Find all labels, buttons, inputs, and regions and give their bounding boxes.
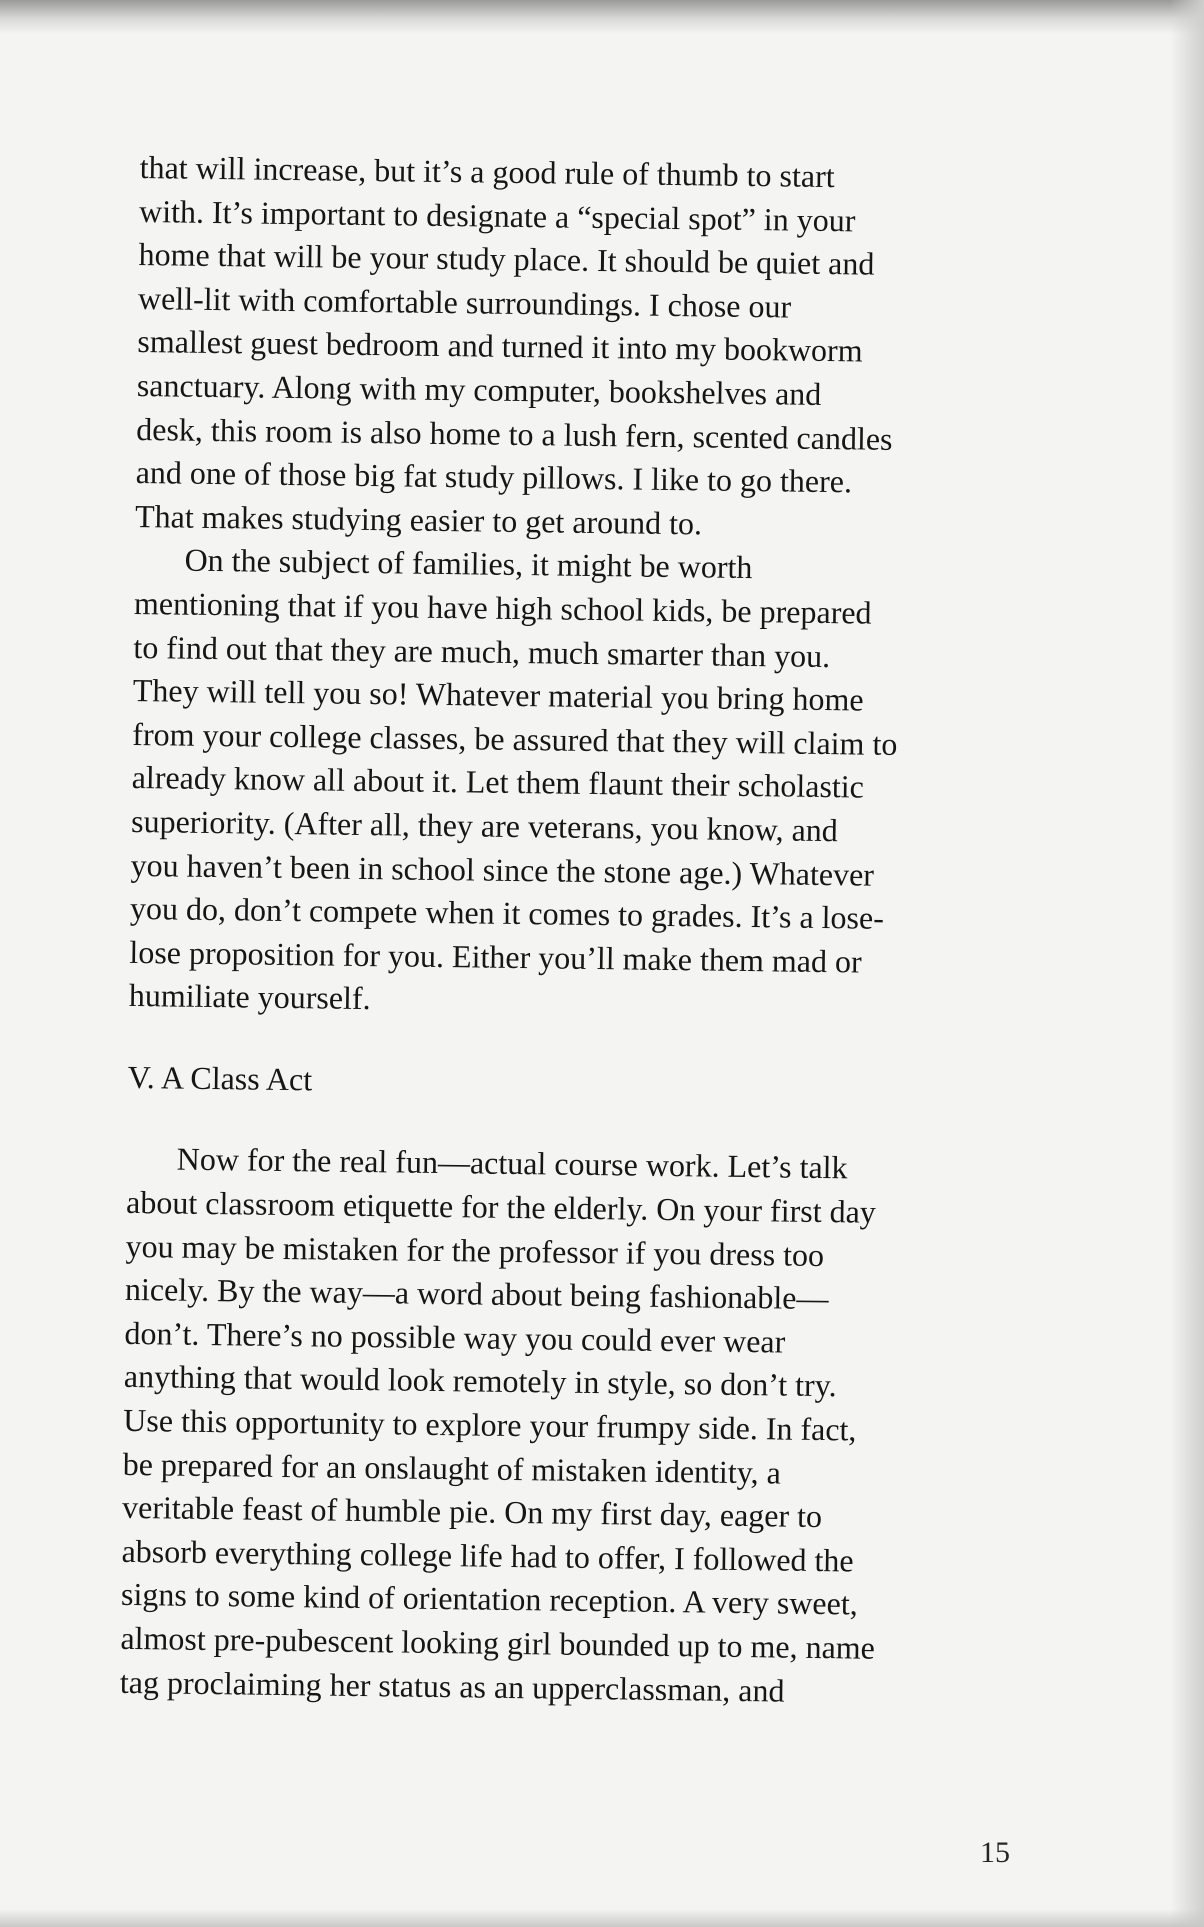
text-line: smallest guest bedroom and turned it into my bookworm: [137, 323, 863, 369]
section-heading: V. A Class Act: [127, 1058, 313, 1098]
text-line: already know all about it. Let them flaunt their scholastic: [131, 759, 865, 805]
page-right-shadow: [1170, 0, 1204, 1927]
paragraph-2: [129, 538, 1015, 1029]
text-line: mentioning that if you have high school kids, be prepared: [133, 584, 872, 631]
text-line: superiority. (After all, they are veterans, you know, and: [130, 802, 839, 849]
text-line: nicely. By the way—a word about being fashionable—: [124, 1271, 829, 1317]
text-line: with. It’s important to designate a “special spot” in your: [138, 192, 856, 238]
text-line: tag proclaiming her status as an upperclassman, and: [119, 1663, 785, 1709]
text-line: you haven’t been in school since the stone age.) Whatever: [130, 846, 875, 893]
text-line: signs to some kind of orientation reception. A very sweet,: [120, 1576, 858, 1622]
text-line: anything that would look remotely in style, so don’t try.: [123, 1358, 837, 1404]
text-line: They will tell you so! Whatever material you bring home: [132, 672, 864, 718]
text-line: to find out that they are much, much smarter than you.: [133, 628, 831, 674]
text-line: lose proposition for you. Either you’ll make them mad or: [129, 933, 862, 980]
text-line: almost pre-pubescent looking girl bounded up to me, name: [120, 1619, 876, 1666]
text-line: Now for the real fun—actual course work. Let’s talk: [176, 1141, 848, 1186]
paragraph-3: [120, 1137, 1007, 1715]
paragraph-1: [135, 146, 1020, 550]
text-line: On the subject of families, it might be worth: [184, 541, 753, 586]
text-line: sanctuary. Along with my computer, bookshelves and: [136, 366, 822, 412]
text-line: Use this opportunity to explore your frumpy side. In fact,: [123, 1401, 857, 1448]
text-line: you may be mistaken for the professor if you dress too: [125, 1227, 825, 1273]
page-number: 15: [980, 1836, 1010, 1869]
text-line: veritable feast of humble pie. On my first day, eager to: [121, 1489, 823, 1535]
text-line: don’t. There’s no possible way you could ever wear: [124, 1314, 786, 1360]
page-body-text: [120, 146, 1020, 1716]
text-line: and one of those big fat study pillows. I like to go there.: [135, 454, 853, 500]
text-line: That makes studying easier to get around to.: [134, 497, 703, 542]
text-line: you do, don’t compete when it comes to grades. It’s a lose-: [129, 890, 885, 936]
text-line: absorb everything college life had to offer, I followed the: [121, 1532, 854, 1579]
text-line: be prepared for an onslaught of mistaken identity, a: [122, 1445, 782, 1491]
page-top-shadow: [0, 0, 1204, 34]
text-line: about classroom etiquette for the elderly. On your first day: [125, 1183, 877, 1230]
text-line: desk, this room is also home to a lush fern, scented candles: [136, 410, 893, 457]
text-line: home that will be your study place. It should be quiet and: [138, 236, 875, 282]
text-line: that will increase, but it’s a good rule of thumb to start: [139, 148, 835, 195]
text-line: humiliate yourself.: [128, 977, 371, 1017]
text-line: from your college classes, be assured that they will claim to: [132, 715, 898, 762]
text-line: well-lit with comfortable surroundings. I chose our: [137, 279, 792, 325]
page-bottom-shadow: [0, 1909, 1204, 1927]
